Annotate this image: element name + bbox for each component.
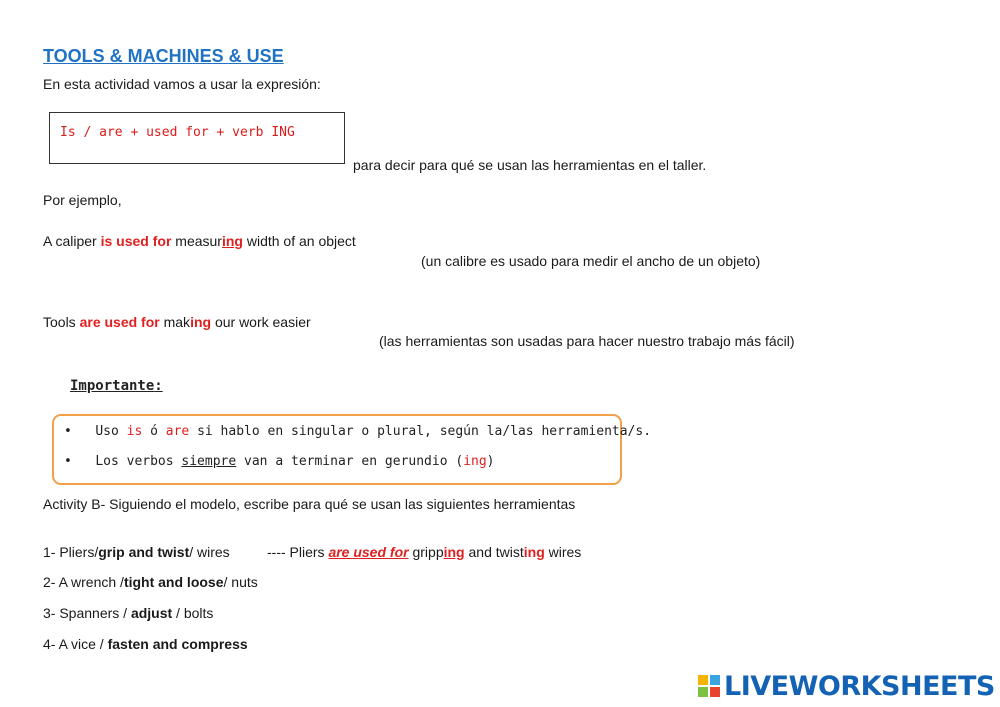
page-title: TOOLS & MACHINES & USE: [43, 46, 284, 66]
logo-text: LIVEWORKSHEETS: [724, 670, 995, 702]
example-sentence-1: A caliper is used for measuring width of an object: [43, 233, 356, 249]
activity-item-4: 4- A vice / fasten and compress: [43, 636, 248, 652]
important-heading: Importante:: [70, 378, 163, 394]
logo-square: [710, 687, 720, 697]
bullet-item-1: • Uso is ó are si hablo en singular o plural, según la/las herramienta/s.: [64, 424, 652, 439]
liveworksheets-logo: [698, 670, 995, 702]
logo-mark-icon: [698, 675, 720, 697]
formula-box: [49, 112, 345, 164]
activity-title: Activity B- Siguiendo el modelo, escribe para qué se usan las siguientes herramientas: [43, 496, 576, 512]
example-sentence-2: Tools are used for making our work easier: [43, 314, 311, 330]
formula-text: Is / are + used for + verb ING: [60, 125, 295, 140]
important-box: [52, 414, 652, 485]
logo-square: [698, 687, 708, 697]
bullet-item-2: • Los verbos siempre van a terminar en gerundio (ing): [64, 454, 495, 469]
model-answer: ---- Pliers are used for gripping and twisting wires: [267, 544, 582, 560]
activity-item-1: 1- Pliers/grip and twist/ wires: [43, 544, 230, 560]
logo-square: [698, 675, 708, 685]
activity-item-3: 3- Spanners / adjust / bolts: [43, 605, 214, 621]
logo-square: [710, 675, 720, 685]
activity-item-2: 2- A wrench /tight and loose/ nuts: [43, 574, 258, 590]
example-translation-2: (las herramientas son usadas para hacer nuestro trabajo más fácil): [379, 333, 795, 349]
example-translation-1: (un calibre es usado para medir el ancho de un objeto): [421, 253, 761, 269]
intro-text: En esta actividad vamos a usar la expresión:: [43, 76, 321, 92]
example-label: Por ejemplo,: [43, 192, 122, 208]
formula-suffix: para decir para qué se usan las herramientas en el taller.: [353, 157, 707, 173]
